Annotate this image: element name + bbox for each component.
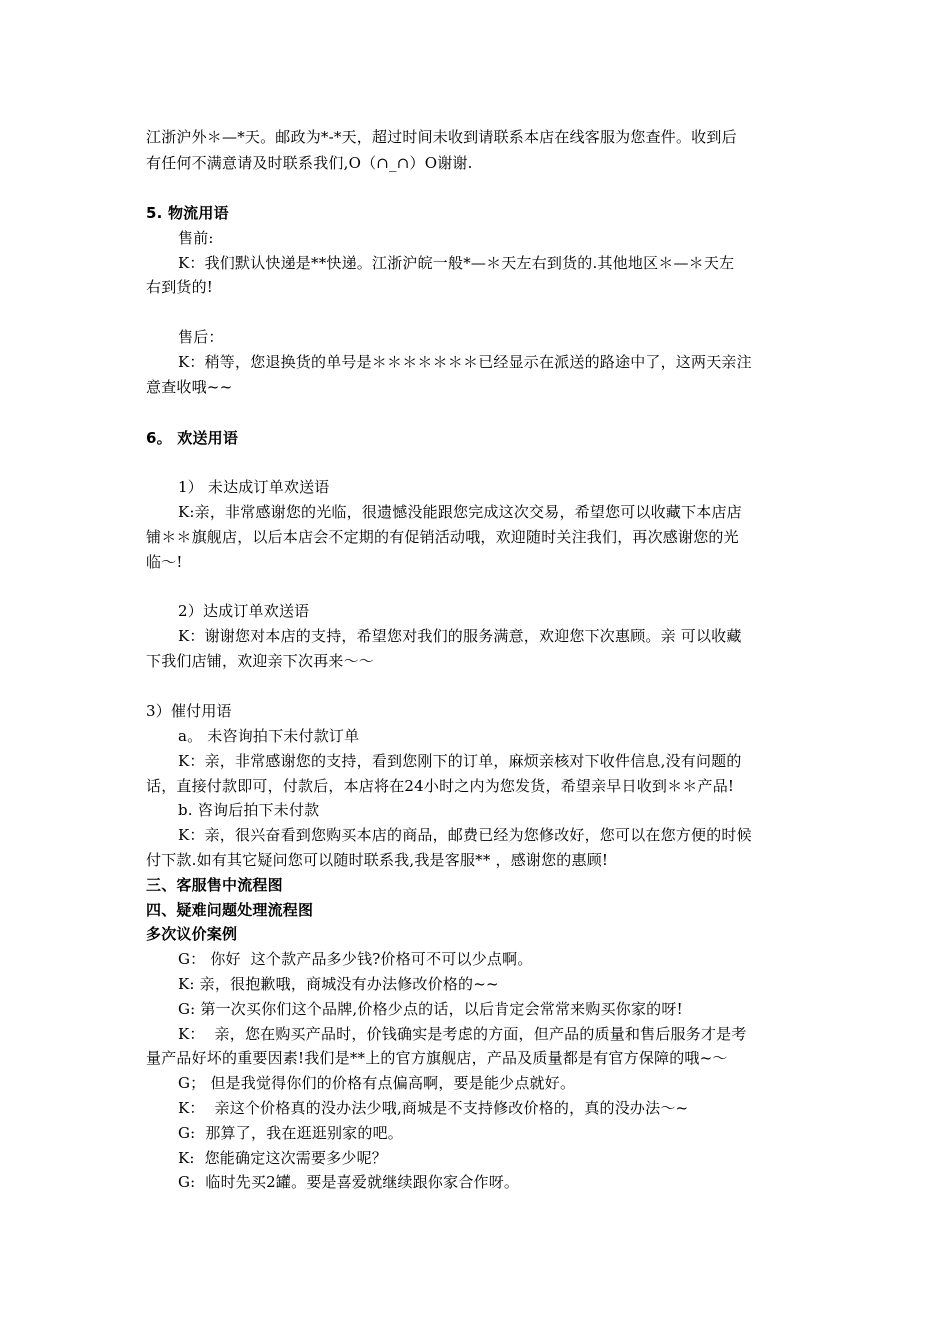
dialogue-line-8: K: 您能确定这次需要多少呢？ bbox=[178, 1149, 387, 1167]
farewell-item-2-line-1: K：谢谢您对本店的支持，希望您对我们的服务满意，欢迎您下次惠顾。亲 可以收藏 bbox=[178, 627, 742, 645]
farewell-item-1-title: 1） 未达成订单欢送语 bbox=[178, 478, 330, 496]
payment-reminder-title: 3）催付用语 bbox=[146, 702, 232, 720]
farewell-item-1-line-3: 临～! bbox=[146, 553, 183, 571]
section-heading-farewell: 6。 欢送用语 bbox=[146, 429, 239, 447]
dialogue-line-2: K: 亲，很抱歉哦，商城没有办法修改价格的~~ bbox=[178, 975, 499, 993]
presale-label: 售前: bbox=[178, 229, 214, 247]
dialogue-line-4b: 量产品好坏的重要因素!我们是**上的官方旗舰店，产品及质量都是有官方保障的哦~～ bbox=[146, 1049, 728, 1067]
dialogue-line-3: G: 第一次买你们这个品牌,价格少点的话，以后肯定会常常来购买你家的呀! bbox=[178, 1000, 683, 1018]
aftersale-reply-line-2: 意查收哦~~ bbox=[146, 378, 233, 396]
dialogue-line-5: G； 但是我觉得你们的价格有点偏高啊，要是能少点就好。 bbox=[178, 1074, 576, 1092]
presale-reply-line-1: K：我们默认快递是**快递。江浙沪皖一般*—＊天左右到货的.其他地区＊—＊天左 bbox=[178, 254, 735, 272]
payment-reminder-b-line-1: K：亲，很兴奋看到您购买本店的商品，邮费已经为您修改好，您可以在您方便的时候 bbox=[178, 826, 752, 844]
section-heading-flowchart-difficult: 四、疑难问题处理流程图 bbox=[146, 901, 314, 919]
presale-reply-line-2: 右到货的! bbox=[146, 278, 214, 296]
payment-reminder-a-line-2: 话，直接付款即可，付款后，本店将在24小时之内为您发货，希望亲早日收到＊＊产品! bbox=[146, 777, 735, 795]
farewell-item-1-line-2: 铺＊＊旗舰店，以后本店会不定期的有促销活动哦，欢迎随时关注我们，再次感谢您的光 bbox=[146, 528, 739, 546]
payment-reminder-a-title: a。 未咨询拍下未付款订单 bbox=[178, 727, 360, 745]
dialogue-line-6: K： 亲这个价格真的没办法少哦,商城是不支持修改价格的，真的没办法～~ bbox=[178, 1099, 689, 1117]
shipping-time-paragraph-line-2: 有任何不满意请及时联系我们,O（∩_∩）O谢谢. bbox=[146, 154, 473, 172]
farewell-item-2-line-2: 下我们店铺，欢迎亲下次再来～～ bbox=[146, 652, 375, 670]
dialogue-line-4a: K： 亲，您在购买产品时，价钱确实是考虑的方面，但产品的质量和售后服务才是考 bbox=[178, 1025, 747, 1043]
dialogue-line-9: G: 临时先买2罐。要是喜爱就继续跟你家合作呀。 bbox=[178, 1173, 520, 1191]
dialogue-line-7: G: 那算了，我在逛逛别家的吧。 bbox=[178, 1124, 403, 1142]
section-heading-bargaining-case: 多次议价案例 bbox=[146, 925, 238, 943]
aftersale-reply-line-1: K：稍等，您退换货的单号是＊＊＊＊＊＊＊已经显示在派送的路途中了，这两天亲注 bbox=[178, 353, 752, 371]
farewell-item-1-line-1: K:亲，非常感谢您的光临，很遗憾没能跟您完成这次交易，希望您可以收藏下本店店 bbox=[178, 503, 742, 521]
farewell-item-2-title: 2）达成订单欢送语 bbox=[178, 602, 310, 620]
payment-reminder-b-line-2: 付下款.如有其它疑问您可以随时联系我,我是客服** ，感谢您的惠顾! bbox=[146, 851, 609, 869]
payment-reminder-b-title: b. 咨询后拍下未付款 bbox=[178, 801, 320, 819]
aftersale-label: 售后： bbox=[178, 328, 224, 346]
section-heading-flowchart-in-sale: 三、客服售中流程图 bbox=[146, 876, 283, 894]
section-heading-logistics: 5. 物流用语 bbox=[146, 204, 229, 222]
dialogue-line-1: G： 你好 这个款产品多少钱?价格可不可以少点啊。 bbox=[178, 950, 533, 968]
shipping-time-paragraph-line-1: 江浙沪外＊—*天。邮政为*-*天，超过时间未收到请联系本店在线客服为您查件。收到后 bbox=[146, 128, 737, 146]
payment-reminder-a-line-1: K：亲，非常感谢您的支持，看到您刚下的订单，麻烦亲核对下收件信息,没有问题的 bbox=[178, 752, 742, 770]
